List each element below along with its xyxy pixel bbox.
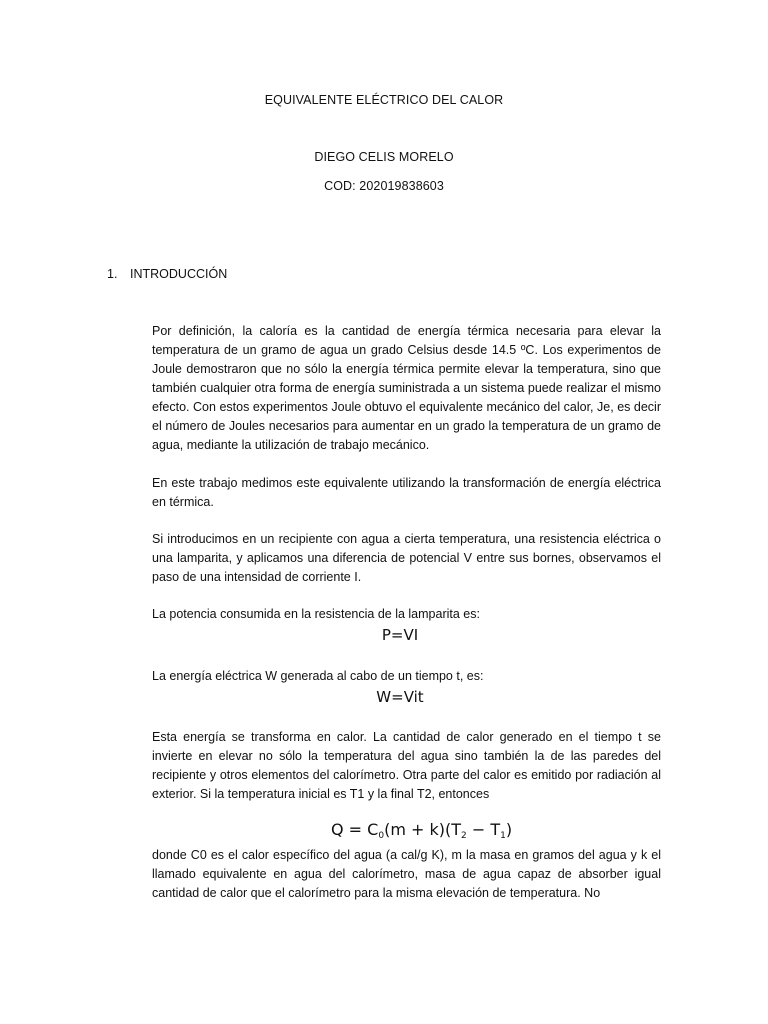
paragraph-definition: Por definición, la caloría es la cantidad de energía térmica necesaria para elevar la temperatura de un gramo de agua un grado Celsius desde 14.5 ºC. Los experimentos de Joule demostraron que no sólo la energía térmica permite elevar la temperatura, sino que también cualquier otra forma de energía suministrada a un sistema puede realizar el mismo efecto. Con estos experimentos Joule obtuvo el equivalente mecánico del calor, Je, es decir el número de Joules necesarios para aumentar en un grado la temperatura de un gramo de agua, mediante la utilización de trabajo mecánico.: [152, 324, 661, 452]
formula-heat: [331, 820, 512, 841]
section-title: INTRODUCCIÓN: [130, 267, 228, 281]
formula-heat-c-subscript: 0: [378, 831, 385, 841]
paragraph-heat-transfer: Esta energía se transforma en calor. La cantidad de calor generado en el tiempo t se invierte en elevar no sólo la temperatura del agua sino también la de las paredes del recipiente y otros elementos del calorímetro. Otra parte del calor es emitido por radiación al exterior. Si la temperatura inicial es T1 y la final T2, entonces: [152, 730, 661, 801]
formula-energy: W=Vit: [376, 688, 424, 706]
paragraph-variables: donde C0 es el calor específico del agua (a cal/g K), m la masa en gramos del agua y k el llamado equivalente en agua del calorímetro, masa de agua capaz de absorber igual cantidad de calor que el calorímetro para la misma elevación de temperatura. No: [152, 848, 661, 900]
formula-heat-lhs: Q = C: [331, 820, 379, 839]
section-number: 1.: [107, 267, 118, 281]
formula-power: P=VI: [381, 626, 419, 644]
author-name: DIEGO CELIS MORELO: [314, 150, 454, 164]
section-heading: [107, 267, 227, 281]
paragraph-objective: En este trabajo medimos este equivalente utilizando la transformación de energía eléctrica en térmica.: [152, 476, 661, 509]
formula-heat-t2-subscript: 2: [461, 831, 467, 841]
paragraph-setup: Si introducimos en un recipiente con agua a cierta temperatura, una resistencia eléctrica o una lamparita, y aplicamos una diferencia de potencial V entre sus bornes, observamos el paso de una intensidad de corriente I.: [152, 532, 661, 584]
paragraph-power-intro: La potencia consumida en la resistencia de la lamparita es:: [152, 607, 480, 621]
student-code: COD: 202019838603: [324, 179, 444, 193]
formula-heat-mid: (m + k)(T: [384, 820, 462, 839]
document-title: EQUIVALENTE ELÉCTRICO DEL CALOR: [264, 93, 504, 107]
formula-heat-end: ): [505, 820, 513, 839]
formula-heat-t1-subscript: 1: [500, 831, 506, 841]
paragraph-energy-intro: La energía eléctrica W generada al cabo de un tiempo t, es:: [152, 669, 484, 683]
formula-heat-minus: − T: [466, 820, 501, 839]
